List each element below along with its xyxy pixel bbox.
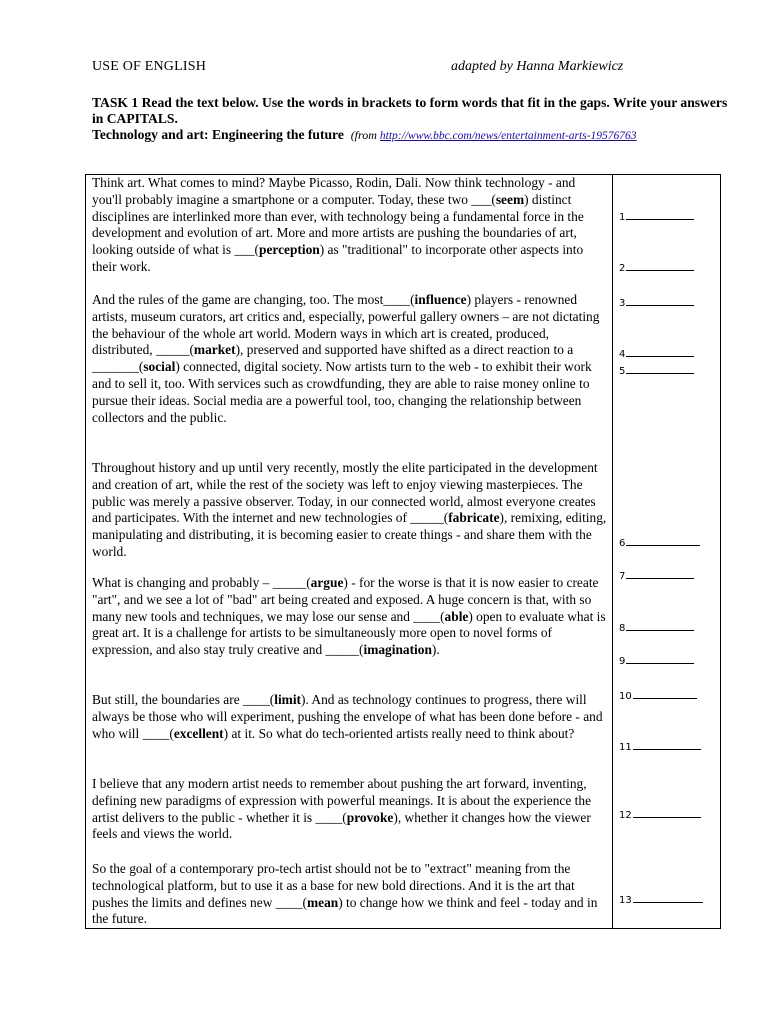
answer-blank[interactable]	[633, 807, 701, 818]
text-segment: Think art. What comes to mind? Maybe Picasso, Rodin, Dali. Now think technology - and you'll probably imagine a smartphone or a computer. Today, these two ___(	[92, 175, 576, 207]
root-word: able	[444, 608, 469, 624]
text-segment: ) at it. So what do tech-oriented artists really need to think about?	[223, 725, 575, 741]
answer-blank[interactable]	[626, 209, 694, 220]
text-segment: I believe that any modern artist needs to remember about pushing the art forward, inventing, defining new paradigms of expression with powerful meanings. It is about the experience the artist delivers to the public - whether it is ____(	[92, 776, 592, 825]
paragraph	[92, 776, 607, 843]
paragraph	[92, 575, 607, 659]
text-segment: ). And as technology continues to progress, there will always be those who will experiment, pushing the envelope of what has been done before - and who will ____(	[92, 692, 603, 741]
root-word: social	[143, 359, 176, 375]
text-heading	[92, 127, 732, 144]
text-segment: ) as "traditional" to incorporate other aspects into their work.	[92, 242, 584, 274]
header-author: adapted by Hanna Markiewicz	[451, 59, 624, 74]
paragraph	[92, 175, 607, 276]
paragraph	[92, 460, 607, 561]
answer-number: 8	[619, 623, 626, 634]
answer-number: 3	[619, 298, 626, 309]
text-segment: But still, the boundaries are ____(	[92, 692, 275, 707]
answer-blank[interactable]	[626, 653, 694, 664]
answer-line[interactable]	[619, 295, 694, 309]
answer-line[interactable]	[619, 807, 701, 821]
paragraph	[92, 861, 607, 928]
answer-blank[interactable]	[633, 688, 697, 699]
root-word: argue	[310, 575, 344, 590]
answer-blank[interactable]	[626, 260, 694, 271]
source-link[interactable]: http://www.bbc.com/news/entertainment-arts-19576763	[379, 130, 637, 142]
answer-blank[interactable]	[633, 892, 703, 903]
answer-line[interactable]	[619, 363, 694, 377]
task-instructions: TASK 1 Read the text below. Use the words in brackets to form words that fit in the gaps. Write your answers in CAPITALS.	[92, 95, 728, 126]
answer-blank[interactable]	[626, 568, 694, 579]
answer-blank[interactable]	[626, 295, 694, 306]
answer-number: 10	[619, 691, 632, 702]
answer-line[interactable]	[619, 653, 694, 667]
text-segment: ) - for the worse is that it is now easier to create "art", and we see a lot of "bad" art being created and exposed. A huge concern is that, with so many new tools and techniques, we may lose our sense and ____(	[92, 575, 599, 624]
text-segment: And the rules of the game are changing, too. The most____(	[92, 292, 415, 307]
root-word: market	[193, 342, 236, 358]
text-segment: ) distinct disciplines are interlinked more than ever, with technology being a fundamental force in the development and evolution of art. More and more artists are pushing the boundaries of art, looking outside of what is ___(	[92, 191, 584, 258]
answer-number: 9	[619, 656, 626, 667]
text-segment: What is changing and probably – _____(	[92, 575, 311, 590]
text-title: Technology and art: Engineering the future	[92, 127, 344, 142]
answer-blank[interactable]	[626, 346, 694, 357]
text-segment: ), whether it changes how the viewer feels and views the world.	[92, 809, 591, 842]
root-word: seem	[495, 191, 525, 207]
answer-blank[interactable]	[626, 363, 694, 374]
answer-line[interactable]	[619, 260, 694, 274]
answer-number: 7	[619, 571, 626, 582]
root-word: limit	[274, 692, 302, 707]
answer-blank[interactable]	[633, 739, 701, 750]
root-word: imagination	[363, 642, 432, 658]
text-segment: ), remixing, editing, manipulating and distributing, it is becoming easier to create things - and share them with the world.	[92, 510, 607, 559]
text-segment: ) to change how we think and feel - today and in the future.	[92, 894, 598, 927]
root-word: excellent	[173, 725, 224, 741]
text-segment: ), preserved and supported have shifted as a direct reaction to a _______(	[92, 342, 574, 375]
answer-line[interactable]	[619, 568, 694, 582]
text-segment: ).	[431, 642, 440, 658]
answer-number: 5	[619, 366, 626, 377]
answer-number: 6	[619, 538, 626, 549]
answer-line[interactable]	[619, 535, 700, 549]
answer-line[interactable]	[619, 739, 701, 753]
root-word: perception	[259, 242, 320, 258]
root-word: fabricate	[448, 510, 500, 526]
answer-number: 12	[619, 810, 632, 821]
answer-line[interactable]	[619, 346, 694, 360]
header-left: USE OF ENGLISH	[92, 59, 207, 74]
text-segment: So the goal of a contemporary pro-tech artist should not be to "extract" meaning from the technological platform, but to use it as a base for new bold directions. And it is the art that pushes the limits and defines new ____(	[92, 861, 575, 910]
root-word: provoke	[346, 809, 394, 825]
answer-number: 2	[619, 263, 626, 274]
answer-number: 13	[619, 895, 632, 906]
source-prefix: (from	[350, 128, 380, 142]
root-word: mean	[306, 894, 339, 910]
root-word: influence	[414, 292, 467, 307]
paragraph	[92, 292, 607, 426]
answer-line[interactable]	[619, 209, 694, 223]
answer-number: 11	[619, 742, 632, 753]
answer-blank[interactable]	[626, 620, 694, 631]
answer-blank[interactable]	[626, 535, 700, 546]
answer-line[interactable]	[619, 892, 703, 906]
text-segment: ) players - renowned artists, museum curators, art critics and, especially, powerful gallery owners – are not dictating the behaviour of the whole art world. Modern ways in which art is created, produced, distributed, _____(	[92, 292, 600, 358]
answer-line[interactable]	[619, 620, 694, 634]
answer-column-divider	[612, 174, 613, 929]
text-segment: Throughout history and up until very recently, mostly the elite participated in the development and creation of art, while the rest of the society was left to enjoy viewing masterpieces. The public was merely a passive observer. Today, in our connected world, almost everyone creates and participates. With the internet and new technologies of _____(	[92, 460, 598, 526]
answer-number: 1	[619, 212, 626, 223]
answer-number: 4	[619, 349, 626, 360]
answer-line[interactable]	[619, 688, 697, 702]
text-segment: ) connected, digital society. Now artists turn to the web - to exhibit their work and to sell it, too. With services such as crowdfunding, they are able to raise money online to pursue their ideas. Social media are a powerful tool, too, changing the relationship between collectors and the public.	[92, 359, 592, 425]
paragraph	[92, 692, 607, 742]
text-segment: ) open to evaluate what is great art. It is a challenge for artists to be simultaneously more open to novel forms of expression, and also stay truly creative and _____(	[92, 608, 606, 658]
